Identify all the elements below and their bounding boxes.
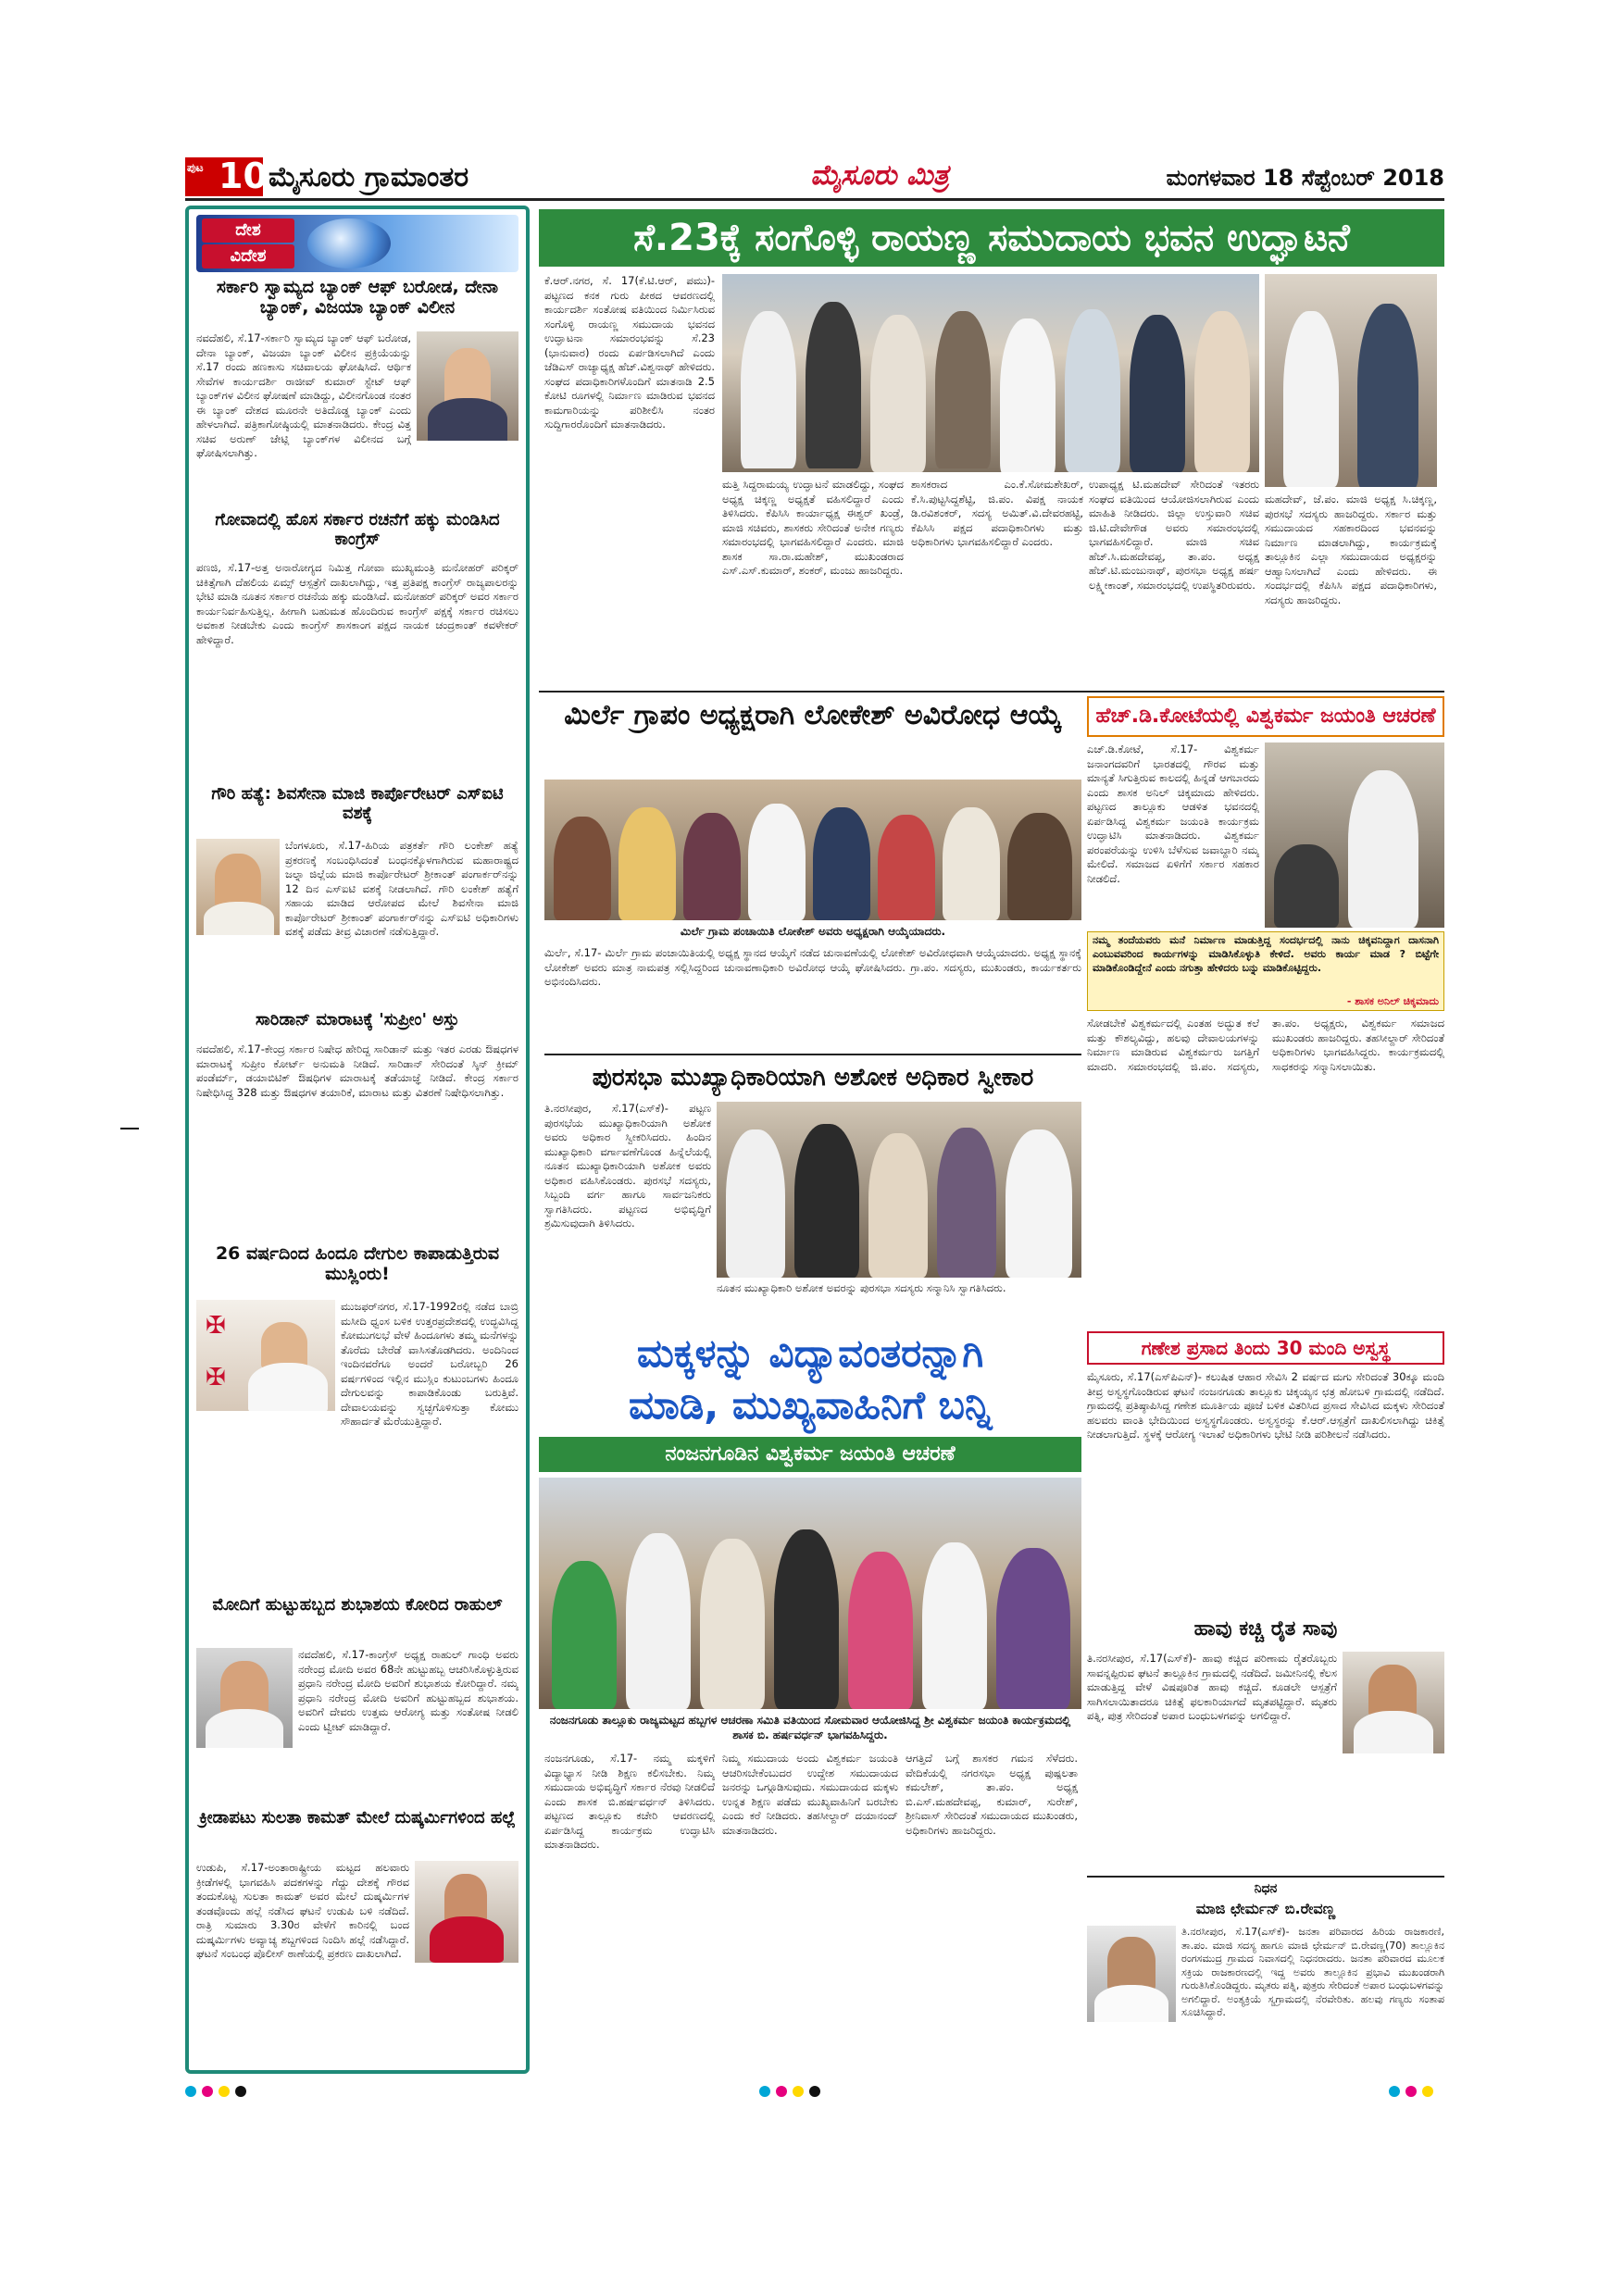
story-body: ಕೆ.ಆರ್.ನಗರ, ಸೆ. 17(ಕೆ.ಟಿ.ಆರ್, ಪಮು)-ಪಟ್ಟಣದ ಕನಕ ಗುರು ಪೀಠದ ಆವರಣದಲ್ಲಿ ಕಾರ್ಯದರ್ಶಿ ಸಂತೋಷ ವತಿಯಿಂದ ನಿರ್ಮಿಸಿರುವ ಸಂಗೊಳ್ಳಿ ರಾಯಣ್ಣ ಸಮುದಾಯ ಭವನದ ಉದ್ಘಾಟನಾ ಸಮಾರಂಭವನ್ನು ಸೆ.23 (ಭಾನುವಾರ) ರಂದು ಏರ್ಪಡಿಸಲಾಗಿದೆ ಎಂದು ಜೆಡಿಎಸ್ ರಾಜ್ಯಾಧ್ಯಕ್ಷ ಹೆಚ್.ವಿಶ್ವನಾಥ್ ಹೇಳಿದರು. ಸಂಘದ ಪದಾಧಿಕಾರಿಗಳೊಂದಿಗೆ ಮಾತನಾಡಿ 2.5 ಕೋಟಿ ರೂಗಳಲ್ಲಿ ನಿರ್ಮಾಣ ಮಾಡಿರುವ ಭವನದ ಕಾಮಗಾರಿಯನ್ನು ಪರಿಶೀಲಿಸಿ ನಂತರ ಸುದ್ದಿಗಾರರೊಂದಿಗೆ ಮಾತನಾಡಿದರು. xyxy=(544,274,715,430)
story-photo xyxy=(417,331,518,441)
registration-marks xyxy=(1389,2083,1463,2096)
story-photo xyxy=(539,1478,1081,1709)
globe-icon xyxy=(307,218,391,268)
story-body: ಸೋಡಬೇಕೆ ವಿಶ್ವಕರ್ಮದಲ್ಲಿ ಎಂತಹ ಅದ್ಭುತ ಕಲೆ ಮತ್ತು ಕೌಶಲ್ಯವಿದ್ದು, ಹಲವು ದೇವಾಲಯಗಳನ್ನು ನಿರ್ಮಾಣ ಮಾಡಿರುವ ವಿಶ್ವಕರ್ಮರು ಜಗತ್ತಿಗೆ ಮಾದರಿ. ಸಮಾರಂಭದಲ್ಲಿ ಜಿ.ಪಂ. ಸದಸ್ಯರು, ತಾ.ಪಂ. ಅಧ್ಯಕ್ಷರು, ವಿಶ್ವಕರ್ಮ ಸಮಾಜದ ಮುಖಂಡರು ಹಾಜರಿದ್ದರು. ತಹಸೀಲ್ದಾರ್ ಸೇರಿದಂತೆ ಅಧಿಕಾರಿಗಳು ಭಾಗವಹಿಸಿದ್ದರು. ಕಾರ್ಯಕ್ರಮದಲ್ಲಿ ಸಾಧಕರನ್ನು ಸನ್ಮಾನಿಸಲಾಯಿತು. xyxy=(1087,1017,1444,1073)
story-headline: ಮಕ್ಕಳನ್ನು ವಿದ್ಯಾವಂತರನ್ನಾಗಿ xyxy=(636,1330,984,1376)
story-body: ಶಾಸಕರಾದ ಎಂ.ಕೆ.ಸೋಮಶೇಖರ್, ಕೆ.ಸಿ.ಪುಟ್ಟಸಿದ್ದಶೆಟ್ಟಿ, ಜಿ.ಪಂ. ವಿಪಕ್ಷ ನಾಯಕ ಡಿ.ರವಿಶಂಕರ್, ಸದಸ್ಯ ಅಮಿತ್.ವಿ.ದೇವರಹಟ್ಟಿ, ಕೆಪಿಸಿಸಿ ಪಕ್ಷದ ಪದಾಧಿಕಾರಿಗಳು ಮತ್ತು ಅಧಿಕಾರಿಗಳು ಭಾಗವಹಿಸಲಿದ್ದಾರೆ ಎಂದರು. xyxy=(911,478,1083,548)
story-body: ನವದೆಹಲಿ, ಸೆ.17-ಕೇಂದ್ರ ಸರ್ಕಾರ ನಿಷೇಧ ಹೇರಿದ್ದ ಸಾರಿಡಾನ್ ಮತ್ತು ಇತರ ಎರಡು ಔಷಧಗಳ ಮಾರಾಟಕ್ಕೆ ಸುಪ್ರೀಂ ಕೋರ್ಟ್ ಅನುಮತಿ ನೀಡಿದೆ. ಸಾರಿಡಾನ್ ಸೇರಿದಂತೆ ಸ್ಕಿನ್ ಕ್ರೀಮ್ ಪಂಡೆರ್ಮ್, ಡಯಾಬಿಟಿಕ್ ಔಷಧಿಗಳ ಮಾರಾಟಕ್ಕೆ ತಡೆಯಾಜ್ಞೆ ನೀಡಿದೆ. ಕೇಂದ್ರ ಸರ್ಕಾರ ನಿಷೇಧಿಸಿದ್ದ 328 ಮತ್ತು ಔಷಧಗಳ ತಯಾರಿಕೆ, ಮಾರಾಟ ಮತ್ತು ವಿತರಣೆ ನಿಷೇಧಿಸಲಾಗಿತ್ತು. xyxy=(196,1042,518,1099)
banner-label-top: ದೇಶ xyxy=(202,218,294,243)
obituary-body: ತಿ.ನರಸೀಪುರ, ಸೆ.17(ಎಸ್‌ಕೆ)- ಜನತಾ ಪರಿವಾರದ ಹಿರಿಯ ರಾಜಕಾರಣಿ, ತಾ.ಪಂ. ಮಾಜಿ ಸದಸ್ಯ ಹಾಗೂ ಮಾಜಿ ಛೇರ್ಮನ್ ಬಿ.ರೇವಣ್ಣ(70) ತಾಲ್ಲೂಕಿನ ರಂಗಸಮುದ್ರ ಗ್ರಾಮದ ನಿವಾಸದಲ್ಲಿ ನಿಧನರಾದರು. ಜನತಾ ಪರಿವಾರದ ಮೂಲಕ ಸಕ್ರಿಯ ರಾಜಕಾರಣದಲ್ಲಿ ಇದ್ದ ಅವರು ತಾಲ್ಲೂಕಿನ ಪ್ರಭಾವಿ ಮುಖಂಡರಾಗಿ ಗುರುತಿಸಿಕೊಂಡಿದ್ದರು. ಮೃತರು ಪತ್ನಿ, ಪುತ್ರರು ಸೇರಿದಂತೆ ಅಪಾರ ಬಂಧುಬಳಗವನ್ನು ಅಗಲಿದ್ದಾರೆ. ಅಂತ್ಯಕ್ರಿಯೆ ಸ್ವಗ್ರಾಮದಲ್ಲಿ ನೆರವೇರಿತು. ಹಲವು ಗಣ್ಯರು ಸಂತಾಪ ಸೂಚಿಸಿದ್ದಾರೆ. xyxy=(1181,1926,1444,2018)
story-headline: ಮಿರ್ಲೆ ಗ್ರಾಪಂ ಅಧ್ಯಕ್ಷರಾಗಿ ಲೋಕೇಶ್ ಅವಿರೋಧ ಆಯ್ಕೆ xyxy=(564,699,1062,731)
story-headline: 26 ವರ್ಷದಿಂದ ಹಿಂದೂ ದೇಗುಲ ಕಾಪಾಡುತ್ತಿರುವ ಮುಸ್ಲಿಂರು! xyxy=(215,1243,500,1284)
story-headline: ಸಾರಿಡಾನ್ ಮಾರಾಟಕ್ಕೆ 'ಸುಪ್ರೀಂ' ಅಸ್ತು xyxy=(256,1010,459,1029)
story-body: ನಿಮ್ಮ ಸಮುದಾಯ ಅಂದು ವಿಶ್ವಕರ್ಮ ಜಯಂತಿ ಆಚರಿಸಬೇಕೆಂಬುದರ ಉದ್ದೇಶ ಸಮುದಾಯದ ಜನರನ್ನು ಒಗ್ಗೂಡಿಸುವುದು. ಸಮುದಾಯದ ಮಕ್ಕಳು ಉನ್ನತ ಶಿಕ್ಷಣ ಪಡೆದು ಮುಖ್ಯವಾಹಿನಿಗೆ ಬರಬೇಕು ಎಂದು ಕರೆ ನೀಡಿದರು. ತಹಸೀಲ್ದಾರ್ ದಯಾನಂದ್ ಮಾತನಾಡಿದರು. xyxy=(722,1752,898,1837)
story-photo xyxy=(1265,742,1444,928)
photo-caption: ನೂತನ ಮುಖ್ಯಾಧಿಕಾರಿ ಅಶೋಕ ಅವರನ್ನು ಪುರಸಭಾ ಸದಸ್ಯರು ಸನ್ಮಾನಿಸಿ ಸ್ವಾಗತಿಸಿದರು. xyxy=(717,1281,1006,1294)
photo-caption: ನಂಜನಗೂಡು ತಾಲ್ಲೂಕು ರಾಜ್ಯಮಟ್ಟದ ಹಬ್ಬಗಳ ಆಚರಣಾ ಸಮಿತಿ ವತಿಯಿಂದ ಸೋಮವಾರ ಆಯೋಜಿಸಿದ್ದ ಶ್ರೀ ವಿಶ್ವಕರ್ಮ ಜಯಂತಿ ಕಾರ್ಯಕ್ರಮದಲ್ಲಿ ಶಾಸಕ ಬಿ. ಹರ್ಷವರ್ಧನ್ ಭಾಗವಹಿಸಿದ್ದರು. xyxy=(549,1714,1071,1741)
story-body: ಮೈಸೂರು, ಸೆ.17(ಎಸ್‌ಪಿಎನ್)- ಕಲುಷಿತ ಆಹಾರ ಸೇವಿಸಿ 2 ವರ್ಷದ ಮಗು ಸೇರಿದಂತೆ 30ಕ್ಕೂ ಮಂದಿ ತೀವ್ರ ಅಸ್ವಸ್ಥಗೊಂಡಿರುವ ಘಟನೆ ನಂಜನಗೂಡು ತಾಲ್ಲೂಕು ಚಿಕ್ಕಯ್ಯನ ಛತ್ರ ಹೋಬಳಿ ಗ್ರಾಮದಲ್ಲಿ ನಡೆದಿದೆ. ಗ್ರಾಮದಲ್ಲಿ ಪ್ರತಿಷ್ಠಾಪಿಸಿದ್ದ ಗಣೇಶ ಮೂರ್ತಿಯ ಪೂಜೆ ಬಳಿಕ ವಿತರಿಸಿದ ಪ್ರಸಾದ ಸೇವಿಸಿದ ಮಕ್ಕಳು ಸೇರಿದಂತೆ ಹಲವರು ವಾಂತಿ ಭೇದಿಯಿಂದ ಅಸ್ವಸ್ಥಗೊಂಡರು. ಅಸ್ವಸ್ಥರನ್ನು ಕೆ.ಆರ್.ಆಸ್ಪತ್ರೆಗೆ ದಾಖಲಿಸಲಾಗಿದ್ದು ಚಿಕಿತ್ಸೆ ನೀಡಲಾಗುತ್ತಿದೆ. ಸ್ಥಳಕ್ಕೆ ಆರೋಗ್ಯ ಇಲಾಖೆ ಅಧಿಕಾರಿಗಳು ಭೇಟಿ ನೀಡಿ ಪರಿಶೀಲನೆ ನಡೆಸಿದರು. xyxy=(1087,1370,1444,1441)
story-body: ಪಣಜಿ, ಸೆ.17-ಅತ್ತ ಅನಾರೋಗ್ಯದ ನಿಮಿತ್ತ ಗೋವಾ ಮುಖ್ಯಮಂತ್ರಿ ಮನೋಹರ್ ಪರಿಕ್ಕರ್ ಚಿಕಿತ್ಸೆಗಾಗಿ ದೆಹಲಿಯ ಏಮ್ಸ್ ಆಸ್ಪತ್ರೆಗೆ ದಾಖಲಾಗಿದ್ದು, ಇತ್ತ ಪ್ರತಿಪಕ್ಷ ಕಾಂಗ್ರೆಸ್ ರಾಜ್ಯಪಾಲರನ್ನು ಭೇಟಿ ಮಾಡಿ ನೂತನ ಸರ್ಕಾರ ರಚನೆಯ ಹಕ್ಕು ಮಂಡಿಸಿದೆ. ಮನೋಹರ್ ಪರಿಕ್ಕರ್ ಅವರ ಸರ್ಕಾರ ಕಾರ್ಯನಿರ್ವಹಿಸುತ್ತಿಲ್ಲ. ಹೀಗಾಗಿ ಬಹುಮತ ಹೊಂದಿರುವ ಕಾಂಗ್ರೆಸ್ ಪಕ್ಷಕ್ಕೆ ಸರ್ಕಾರ ರಚಿಸಲು ಅವಕಾಶ ನೀಡಬೇಕು ಎಂದು ಕಾಂಗ್ರೆಸ್ ಶಾಸಕಾಂಗ ಪಕ್ಷದ ನಾಯಕ ಚಂದ್ರಕಾಂತ್ ಕವಳೇಕರ್ ಹೇಳಿದ್ದಾರೆ. xyxy=(196,561,518,646)
story-body: ಬೆಂಗಳೂರು, ಸೆ.17-ಹಿರಿಯ ಪತ್ರಕರ್ತೆ ಗೌರಿ ಲಂಕೇಶ್ ಹತ್ಯೆ ಪ್ರಕರಣಕ್ಕೆ ಸಂಬಂಧಿಸಿದಂತೆ ಬಂಧನಕ್ಕೊಳಗಾಗಿರುವ ಮಹಾರಾಷ್ಟ್ರದ ಜಲ್ನಾ ಜಿಲ್ಲೆಯ ಮಾಜಿ ಕಾರ್ಪೊರೇಟರ್ ಶ್ರೀಕಾಂತ್ ಪಂಗಾರ್ಕರ್‌ನನ್ನು 12 ದಿನ ಎಸ್‌ಐಟಿ ವಶಕ್ಕೆ ನೀಡಲಾಗಿದೆ. ಗೌರಿ ಲಂಕೇಶ್ ಹತ್ಯೆಗೆ ಸಹಾಯ ಮಾಡಿದ ಆರೋಪದ ಮೇಲೆ ಶಿವಸೇನಾ ಮಾಜಿ ಕಾರ್ಪೊರೇಟರ್ ಶ್ರೀಕಾಂತ್ ಪಂಗಾರ್ಕರ್‌ನನ್ನು ಎಸ್‌ಐಟಿ ಅಧಿಕಾರಿಗಳು ವಶಕ್ಕೆ ಪಡೆದು ತೀವ್ರ ವಿಚಾರಣೆ ನಡೆಸುತ್ತಿದ್ದಾರೆ. xyxy=(285,839,518,938)
story-body: ಮುಜಫರ್‌ನಗರ, ಸೆ.17-1992ರಲ್ಲಿ ನಡೆದ ಬಾಬ್ರಿ ಮಸೀದಿ ಧ್ವಂಸ ಬಳಿಕ ಉತ್ತರಪ್ರದೇಶದಲ್ಲಿ ಉದ್ಭವಿಸಿದ್ದ ಕೋಮುಗಲಭೆ ವೇಳೆ ಹಿಂದೂಗಳು ತಮ್ಮ ಮನೆಗಳನ್ನು ತೊರೆದು ಬೇರೆಡೆ ವಾಸಿಸತೊಡಗಿದರು. ಅಂದಿನಿಂದ ಇಂದಿನವರೆಗೂ ಅಂದರೆ ಬರೋಬ್ಬರಿ 26 ವರ್ಷಗಳಿಂದ ಇಲ್ಲಿನ ಮುಸ್ಲಿಂ ಕುಟುಂಬಗಳು ಹಿಂದೂ ದೇಗುಲವನ್ನು ಕಾಪಾಡಿಕೊಂಡು ಬರುತ್ತಿವೆ. ದೇವಾಲಯವನ್ನು ಸ್ವಚ್ಛಗೊಳಿಸುತ್ತಾ ಕೋಮು ಸೌಹಾರ್ದತೆ ಮೆರೆಯುತ್ತಿದ್ದಾರೆ. xyxy=(341,1300,518,1428)
section-divider xyxy=(1087,1876,1444,1878)
desha-videsha-banner xyxy=(196,215,518,272)
story-body: ಮಹದೇವ್, ಜೆ.ಪಂ. ಮಾಜಿ ಅಧ್ಯಕ್ಷ ಸಿ.ಚಿಕ್ಕಣ್ಣ, ಪುರಸಭೆ ಸದಸ್ಯರು ಹಾಜರಿದ್ದರು. ಸರ್ಕಾರ ಮತ್ತು ಸಮುದಾಯದ ಸಹಕಾರದಿಂದ ಭವನವನ್ನು ನಿರ್ಮಾಣ ಮಾಡಲಾಗಿದ್ದು, ಕಾರ್ಯಕ್ರಮಕ್ಕೆ ತಾಲ್ಲೂಕಿನ ಎಲ್ಲಾ ಸಮುದಾಯದ ಅಧ್ಯಕ್ಷರನ್ನು ಆಹ್ವಾನಿಸಲಾಗಿದೆ ಎಂದು ಹೇಳಿದರು. ಈ ಸಂದರ್ಭದಲ್ಲಿ ಕೆಪಿಸಿಸಿ ಪಕ್ಷದ ಪದಾಧಿಕಾರಿಗಳು, ಸದಸ್ಯರು ಹಾಜರಿದ್ದರು. xyxy=(1265,493,1437,606)
obituary-photo xyxy=(1087,1926,1176,2022)
story-body: ನಂಜನಗೂಡು, ಸೆ.17- ನಮ್ಮ ಮಕ್ಕಳಿಗೆ ವಿದ್ಯಾಭ್ಯಾಸ ನೀಡಿ ಶಿಕ್ಷಣ ಕಲಿಸಬೇಕು. ನಿಮ್ಮ ಸಮುದಾಯ ಅಭಿವೃದ್ಧಿಗೆ ಸರ್ಕಾರ ನೆರವು ನೀಡಲಿದೆ ಎಂದು ಶಾಸಕ ಬಿ.ಹರ್ಷವರ್ಧನ್ ತಿಳಿಸಿದರು. ಪಟ್ಟಣದ ತಾಲ್ಲೂಕು ಕಚೇರಿ ಆವರಣದಲ್ಲಿ ಏರ್ಪಡಿಸಿದ್ದ ಕಾರ್ಯಕ್ರಮ ಉದ್ಘಾಟಿಸಿ ಮಾತನಾಡಿದರು. xyxy=(544,1752,715,1851)
story-body: ತಿ.ನರಸೀಪುರ, ಸೆ.17(ಎಸ್‌ಕೆ)- ಪಟ್ಟಣ ಪುರಸಭೆಯ ಮುಖ್ಯಾಧಿಕಾರಿಯಾಗಿ ಅಶೋಕ ಅವರು ಅಧಿಕಾರ ಸ್ವೀಕರಿಸಿದರು. ಹಿಂದಿನ ಮುಖ್ಯಾಧಿಕಾರಿ ವರ್ಗಾವಣೆಗೊಂಡ ಹಿನ್ನೆಲೆಯಲ್ಲಿ ನೂತನ ಮುಖ್ಯಾಧಿಕಾರಿಯಾಗಿ ಅಶೋಕ ಅವರು ಅಧಿಕಾರ ವಹಿಸಿಕೊಂಡರು. ಪುರಸಭೆ ಸದಸ್ಯರು, ಸಿಬ್ಬಂದಿ ವರ್ಗ ಹಾಗೂ ಸಾರ್ವಜನಿಕರು ಸ್ವಾಗತಿಸಿದರು. ಪಟ್ಟಣದ ಅಭಿವೃದ್ಧಿಗೆ ಶ್ರಮಿಸುವುದಾಗಿ ತಿಳಿಸಿದರು. xyxy=(544,1102,711,1229)
masthead-logo: ಮೈಸೂರು ಮಿತ್ರ xyxy=(810,159,949,192)
registration-marks xyxy=(759,2083,870,2096)
story-body: ಉಪಾಧ್ಯಕ್ಷ ಟಿ.ಮಹದೇವ್ ಸೇರಿದಂತೆ ಇತರರು ಸಂಘದ ವತಿಯಿಂದ ಆಯೋಜಿಸಲಾಗಿರುವ ಎಂದು ಮಾಹಿತಿ ನೀಡಿದರು. ಜಿಲ್ಲಾ ಉಸ್ತುವಾರಿ ಸಚಿವ ಜಿ.ಟಿ.ದೇವೇಗೌಡ ಅವರು ಸಮಾರಂಭದಲ್ಲಿ ಭಾಗವಹಿಸಲಿದ್ದಾರೆ. ಮಾಜಿ ಸಚಿವ ಹೆಚ್.ಸಿ.ಮಹದೇವಪ್ಪ, ತಾ.ಪಂ. ಅಧ್ಯಕ್ಷ ಹೆಚ್.ಟಿ.ಮಂಜುನಾಥ್, ಪುರಸಭಾ ಅಧ್ಯಕ್ಷ ಹರ್ಷ ಲಕ್ಷ್ಮೀಕಾಂತ್, ಸಮಾರಂಭದಲ್ಲಿ ಉಪಸ್ಥಿತರಿರುವರು. xyxy=(1089,478,1259,592)
story-photo xyxy=(196,1300,335,1411)
top-story-photo xyxy=(1265,274,1437,487)
swastika-icon: ✠ xyxy=(206,1312,226,1340)
obituary-title: ಮಾಜಿ ಛೇರ್ಮನ್ ಬಿ.ರೇವಣ್ಣ xyxy=(1195,1900,1336,1917)
swastika-icon: ✠ xyxy=(206,1364,226,1391)
quote-attribution: - ಶಾಸಕ ಅನಿಲ್ ಚಿಕ್ಕಮಾದು xyxy=(1346,995,1439,1007)
story-body: ಆಗತ್ತಿದೆ ಬಗ್ಗೆ ಶಾಸಕರ ಗಮನ ಸೆಳೆದರು. ವೇದಿಕೆಯಲ್ಲಿ ನಗರಸಭಾ ಅಧ್ಯಕ್ಷ ಪುಷ್ಪಲತಾ ಕಮಲೇಶ್, ತಾ.ಪಂ. ಅಧ್ಯಕ್ಷ ಬಿ.ಎಸ್.ಮಹದೇವಪ್ಪ, ಕುಮಾರ್, ಸುರೇಶ್, ಶ್ರೀನಿವಾಸ್ ಸೇರಿದಂತೆ ಸಮುದಾಯದ ಮುಖಂಡರು, ಅಧಿಕಾರಿಗಳು ಹಾಜರಿದ್ದರು. xyxy=(906,1752,1078,1837)
story-headline: ಕ್ರೀಡಾಪಟು ಸುಲತಾ ಕಾಮತ್ ಮೇಲೆ ದುಷ್ಕರ್ಮಿಗಳಿಂದ ಹಲ್ಲೆ xyxy=(199,1808,516,1828)
story-headline: ಸರ್ಕಾರಿ ಸ್ವಾಮ್ಯದ ಬ್ಯಾಂಕ್ ಆಫ್ ಬರೋಡ, ದೇನಾ ಬ್ಯಾಂಕ್, ವಿಜಯಾ ಬ್ಯಾಂಕ್ ವಿಲೀನ xyxy=(216,277,499,318)
quote-text: ನಮ್ಮ ತಂದೆಯವರು ಮನೆ ನಿರ್ಮಾಣ ಮಾಡುತ್ತಿದ್ದ ಸಂದರ್ಭದಲ್ಲಿ ನಾನು ಚಿಕ್ಕವನಿದ್ದಾಗ ದಾಸನಾಗಿ ಎಂಬುವವರಿಂದ ಕಾರ್ಯಗಳನ್ನು ಮಾಡಿಸಿಕೊಳ್ಳುತಿ ಕೇಳಿದೆ. ಅವರು ಕಾರ್ಯ ಮಾಡ ? ಬಿಟ್ಟೆಗೇ ಮಾಡಿಕೊಂಡಿದ್ದೇನೆ ಎಂದು ನಗುತ್ತಾ ಹೇಳಿದರು ಬನ್ನು ಮಾಡಿಕೊಟ್ಟಿದ್ದರು. xyxy=(1093,934,1439,974)
story-photo xyxy=(196,1648,293,1748)
story-headline: ಗಣೇಶ ಪ್ರಸಾದ ತಿಂದು 30 ಮಂದಿ ಅಸ್ವಸ್ಥ xyxy=(1141,1337,1391,1359)
story-headline: ಗೌರಿ ಹತ್ಯೆ: ಶಿವಸೇನಾ ಮಾಜಿ ಕಾರ್ಪೊರೇಟರ್ ಎಸ್‌ಐಟಿ ವಶಕ್ಕೆ xyxy=(211,784,504,823)
page-number: 10 xyxy=(219,156,268,196)
story-photo xyxy=(196,839,280,935)
section-badge: ಪುಟ xyxy=(187,161,204,174)
section-divider xyxy=(544,1054,1081,1055)
story-headline: ಹೆಚ್.ಡಿ.ಕೋಟೆಯಲ್ಲಿ ವಿಶ್ವಕರ್ಮ ಜಯಂತಿ ಆಚರಣೆ xyxy=(1095,705,1436,728)
top-story-photo xyxy=(722,274,1259,472)
story-body: ತಿ.ನರಸೀಪುರ, ಸೆ.17(ಎಸ್‌ಕೆ)- ಹಾವು ಕಚ್ಚಿದ ಪರಿಣಾಮ ರೈತರೊಬ್ಬರು ಸಾವನ್ನಪ್ಪಿರುವ ಘಟನೆ ತಾಲ್ಲೂಕಿನ ಗ್ರಾಮದಲ್ಲಿ ನಡೆದಿದೆ. ಜಮೀನಿನಲ್ಲಿ ಕೆಲಸ ಮಾಡುತ್ತಿದ್ದ ವೇಳೆ ವಿಷಪೂರಿತ ಹಾವು ಕಚ್ಚಿದೆ. ಕೂಡಲೇ ಆಸ್ಪತ್ರೆಗೆ ಸಾಗಿಸಲಾಯಿತಾದರೂ ಚಿಕಿತ್ಸೆ ಫಲಕಾರಿಯಾಗದೆ ಮೃತಪಟ್ಟಿದ್ದಾರೆ. ಮೃತರು ಪತ್ನಿ, ಪುತ್ರ ಸೇರಿದಂತೆ ಅಪಾರ ಬಂಧುಬಳಗವನ್ನು ಅಗಲಿದ್ದಾರೆ. xyxy=(1087,1652,1337,1722)
photo-caption: ಮಿರ್ಲೆ ಗ್ರಾಮ ಪಂಚಾಯಿತಿ ಲೋಕೇಶ್ ಅವರು ಅಧ್ಯಕ್ಷರಾಗಿ ಆಯ್ಕೆಯಾದರು. xyxy=(680,925,946,938)
story-headline: ಪುರಸಭಾ ಮುಖ್ಯಾಧಿಕಾರಿಯಾಗಿ ಅಶೋಕ ಅಧಿಕಾರ ಸ್ವೀಕಾರ xyxy=(592,1064,1034,1092)
story-photo xyxy=(415,1861,518,1963)
story-headline: ಹಾವು ಕಚ್ಚಿ ರೈತ ಸಾವು xyxy=(1193,1617,1338,1641)
header-rule xyxy=(185,198,1444,201)
story-body: ಎಚ್.ಡಿ.ಕೋಟೆ, ಸೆ.17- ವಿಶ್ವಕರ್ಮ ಜನಾಂಗದವರಿಗೆ ಭಾರತದಲ್ಲಿ ಗೌರವ ಮತ್ತು ಮಾನ್ಯತೆ ಸಿಗುತ್ತಿರುವ ಕಾಲದಲ್ಲಿ ಹಿನ್ನಡೆ ಆಗಬಾರದು ಎಂದು ಶಾಸಕ ಅನಿಲ್ ಚಿಕ್ಕಮಾದು ಹೇಳಿದರು. ಪಟ್ಟಣದ ತಾಲ್ಲೂಕು ಆಡಳಿತ ಭವನದಲ್ಲಿ ಏರ್ಪಡಿಸಿದ್ದ ವಿಶ್ವಕರ್ಮ ಜಯಂತಿ ಕಾರ್ಯಕ್ರಮ ಉದ್ಘಾಟಿಸಿ ಮಾತನಾಡಿದರು. ವಿಶ್ವಕರ್ಮ ಪರಂಪರೆಯನ್ನು ಉಳಿಸಿ ಬೆಳೆಸುವ ಜವಾಬ್ದಾರಿ ನಮ್ಮ ಮೇಲಿದೆ. ಸಮಾಜದ ಏಳಿಗೆಗೆ ಸರ್ಕಾರ ಸಹಕಾರ ನೀಡಲಿದೆ. xyxy=(1087,742,1259,885)
banner-label-bottom: ವಿದೇಶ xyxy=(202,244,294,268)
obituary-label: ನಿಧನ xyxy=(1254,1881,1278,1896)
story-body: ನವದೆಹಲಿ, ಸೆ.17-ಸರ್ಕಾರಿ ಸ್ವಾಮ್ಯದ ಬ್ಯಾಂಕ್ ಆಫ್ ಬರೋಡ, ದೇನಾ ಬ್ಯಾಂಕ್, ವಿಜಯಾ ಬ್ಯಾಂಕ್ ವಿಲೀನ ಪ್ರಕ್ರಿಯೆಯನ್ನು ಸೆ.17 ರಂದು ಹಣಕಾಸು ಸಚಿವಾಲಯ ಘೋಷಿಸಿದೆ. ಆರ್ಥಿಕ ಸೇವೆಗಳ ಕಾರ್ಯದರ್ಶಿ ರಾಜೀವ್ ಕುಮಾರ್ ಸ್ಟೇಟ್ ಆಫ್ ಬ್ಯಾಂಕ್‌ಗಳ ವಿಲೀನ ಘೋಷಣೆ ಮಾಡಿದ್ದು, ವಿಲೀನಗೊಂಡ ನಂತರ ಈ ಬ್ಯಾಂಕ್ ದೇಶದ ಮೂರನೇ ಅತಿದೊಡ್ಡ ಬ್ಯಾಂಕ್ ಎಂದು ಹೇಳಲಾಗಿದೆ. ಪತ್ರಿಕಾಗೋಷ್ಠಿಯಲ್ಲಿ ಮಾತನಾಡಿದರು. ಕೇಂದ್ರ ವಿತ್ತ ಸಚಿವ ಅರುಣ್ ಜೇಟ್ಲಿ ಬ್ಯಾಂಕ್‌ಗಳ ವಿಲೀನದ ಬಗ್ಗೆ ಘೋಷಿಸಲಾಗಿತ್ತು. xyxy=(196,331,411,459)
story-subhead: ನಂಜನಗೂಡಿನ ವಿಶ್ವಕರ್ಮ ಜಯಂತಿ ಆಚರಣೆ xyxy=(665,1442,956,1466)
registration-marks xyxy=(185,2083,296,2096)
story-headline: ಮಾಡಿ, ಮುಖ್ಯವಾಹಿನಿಗೆ ಬನ್ನಿ xyxy=(629,1382,992,1428)
story-body: ಮಿರ್ಲೆ, ಸೆ.17- ಮಿರ್ಲೆ ಗ್ರಾಮ ಪಂಚಾಯಿತಿಯಲ್ಲಿ ಅಧ್ಯಕ್ಷ ಸ್ಥಾನದ ಆಯ್ಕೆಗೆ ನಡೆದ ಚುನಾವಣೆಯಲ್ಲಿ ಲೋಕೇಶ್ ಅವಿರೋಧವಾಗಿ ಆಯ್ಕೆಯಾದರು. ಅಧ್ಯಕ್ಷ ಸ್ಥಾನಕ್ಕೆ ಲೋಕೇಶ್ ಅವರು ಮಾತ್ರ ನಾಮಪತ್ರ ಸಲ್ಲಿಸಿದ್ದರಿಂದ ಚುನಾವಣಾಧಿಕಾರಿ ಅವಿರೋಧ ಆಯ್ಕೆ ಘೋಷಿಸಿದರು. ಗ್ರಾ.ಪಂ. ಸದಸ್ಯರು, ಮುಖಂಡರು, ಕಾರ್ಯಕರ್ತರು ಅಭಿನಂದಿಸಿದರು. xyxy=(544,946,1081,988)
story-photo xyxy=(544,780,1081,920)
story-body: ಮತ್ತಿ ಸಿದ್ದರಾಮಯ್ಯ ಉದ್ಘಾಟನೆ ಮಾಡಲಿದ್ದು, ಸಂಘದ ಅಧ್ಯಕ್ಷ ಚಿಕ್ಕಣ್ಣ ಅಧ್ಯಕ್ಷತೆ ವಹಿಸಲಿದ್ದಾರೆ ಎಂದು ತಿಳಿಸಿದರು. ಕೆಪಿಸಿಸಿ ಕಾರ್ಯಾಧ್ಯಕ್ಷ ಈಶ್ವರ್ ಖಂಡ್ರೆ, ಮಾಜಿ ಸಚಿವರು, ಶಾಸಕರು ಸೇರಿದಂತೆ ಅನೇಕ ಗಣ್ಯರು ಸಮಾರಂಭದಲ್ಲಿ ಭಾಗವಹಿಸಲಿದ್ದಾರೆ ಎಂದರು. ಮಾಜಿ ಶಾಸಕ ಸಾ.ರಾ.ಮಹೇಶ್, ಮುಖಂಡರಾದ ಎಸ್.ಎಸ್.ಕುಮಾರ್, ಶಂಕರ್, ಮಂಜು ಹಾಜರಿದ್ದರು. xyxy=(722,478,904,577)
story-headline: ಗೋವಾದಲ್ಲಿ ಹೊಸ ಸರ್ಕಾರ ರಚನೆಗೆ ಹಕ್ಕು ಮಂಡಿಸಿದ ಕಾಂಗ್ರೆಸ್ xyxy=(215,510,500,549)
section-title: ಮೈಸೂರು ಗ್ರಾಮಾಂತರ xyxy=(269,161,469,193)
story-photo xyxy=(1343,1652,1444,1753)
crop-mark xyxy=(120,1128,139,1129)
section-divider xyxy=(539,691,1444,693)
story-photo xyxy=(717,1102,1081,1278)
story-headline: ಮೋದಿಗೆ ಹುಟ್ಟುಹಬ್ಬದ ಶುಭಾಶಯ ಕೋರಿದ ರಾಹುಲ್ xyxy=(212,1595,503,1615)
issue-date: ಮಂಗಳವಾರ 18 ಸೆಪ್ಟೆಂಬರ್ 2018 xyxy=(1166,165,1444,191)
story-body: ಉಡುಪಿ, ಸೆ.17-ಅಂತಾರಾಷ್ಟ್ರೀಯ ಮಟ್ಟದ ಹಲವಾರು ಕ್ರೀಡೆಗಳಲ್ಲಿ ಭಾಗವಹಿಸಿ ಪದಕಗಳನ್ನು ಗೆದ್ದು ದೇಶಕ್ಕೆ ಗೌರವ ತಂದುಕೊಟ್ಟ ಸುಲತಾ ಕಾಮತ್ ಅವರ ಮೇಲೆ ದುಷ್ಕರ್ಮಿಗಳ ತಂಡವೊಂದು ಹಲ್ಲೆ ನಡೆಸಿದ ಘಟನೆ ಉಡುಪಿ ಬಳಿ ನಡೆದಿದೆ. ರಾತ್ರಿ ಸುಮಾರು 3.30ರ ವೇಳೆಗೆ ಕಾರಿನಲ್ಲಿ ಬಂದ ದುಷ್ಕರ್ಮಿಗಳು ಅವ್ಯಾಚ್ಯ ಶಬ್ದಗಳಿಂದ ನಿಂದಿಸಿ ಹಲ್ಲೆ ನಡೆಸಿದ್ದಾರೆ. ಘಟನೆ ಸಂಬಂಧ ಪೊಲೀಸ್ ಠಾಣೆಯಲ್ಲಿ ಪ್ರಕರಣ ದಾಖಲಾಗಿದೆ. xyxy=(196,1861,409,1960)
top-story-headline: ಸೆ.23ಕ್ಕೆ ಸಂಗೊಳ್ಳಿ ರಾಯಣ್ಣ ಸಮುದಾಯ ಭವನ ಉದ್ಘಾಟನೆ xyxy=(633,217,1350,259)
story-body: ನವದೆಹಲಿ, ಸೆ.17-ಕಾಂಗ್ರೆಸ್ ಅಧ್ಯಕ್ಷ ರಾಹುಲ್ ಗಾಂಧಿ ಅವರು ನರೇಂದ್ರ ಮೋದಿ ಅವರ 68ನೇ ಹುಟ್ಟುಹಬ್ಬ ಆಚರಿಸಿಕೊಳ್ಳುತ್ತಿರುವ ಪ್ರಧಾನಿ ನರೇಂದ್ರ ಮೋದಿ ಅವರಿಗೆ ಶುಭಾಶಯ ಕೋರಿದ್ದಾರೆ. ನಮ್ಮ ಪ್ರಧಾನಿ ನರೇಂದ್ರ ಮೋದಿ ಅವರಿಗೆ ಹುಟ್ಟುಹಬ್ಬದ ಶುಭಾಶಯ. ಅವರಿಗೆ ದೇವರು ಉತ್ತಮ ಆರೋಗ್ಯ ಮತ್ತು ಸಂತೋಷ ನೀಡಲಿ ಎಂದು ಟ್ವೀಟ್ ಮಾಡಿದ್ದಾರೆ. xyxy=(298,1648,518,1733)
